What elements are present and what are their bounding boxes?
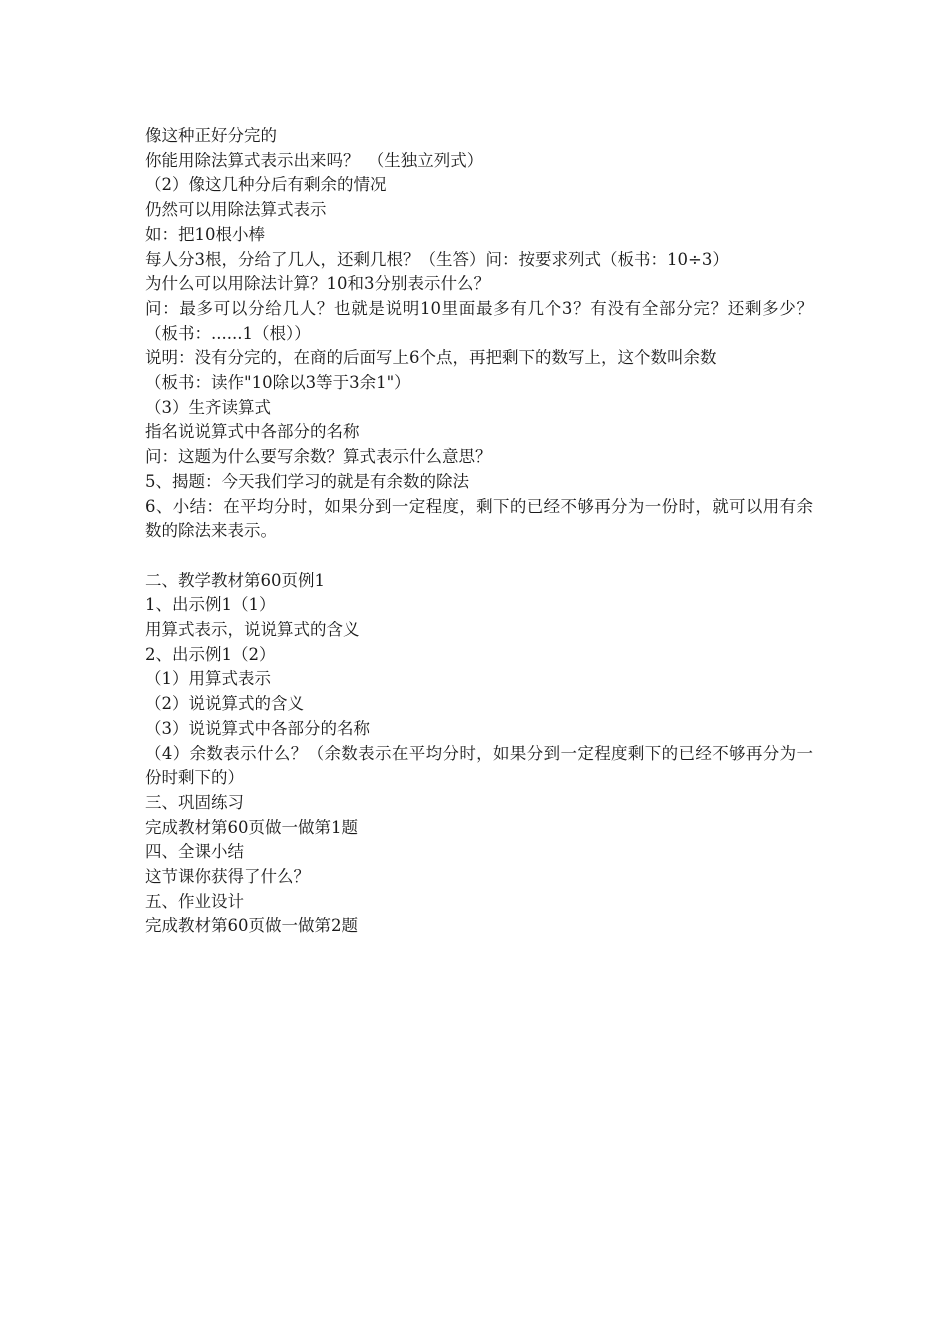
text-line: 6、小结：在平均分时，如果分到一定程度，剩下的已经不够再分为一份时，就可以用有余数的除法来表示。	[145, 496, 813, 541]
section-heading: 五、作业设计	[145, 891, 244, 911]
text-line: 仍然可以用除法算式表示	[145, 200, 327, 220]
text-line: （2）说说算式的含义	[145, 694, 304, 714]
text-line: 5、揭题：今天我们学习的就是有余数的除法	[145, 471, 469, 491]
text-line: 像这种正好分完的	[145, 126, 277, 145]
text-line: 完成教材第60页做一做第1题	[145, 817, 358, 837]
section-heading: 四、全课小结	[145, 842, 244, 862]
text-line: 如：把10根小棒	[145, 224, 265, 244]
text-line: （3）生齐读算式	[145, 397, 271, 417]
text-line: 问：最多可以分给几人？也就是说明10里面最多有几个3？有没有全部分完？还剩多少？（板书：......1（根））	[145, 298, 813, 343]
text-line: 说明：没有分完的，在商的后面写上6个点，再把剩下的数写上，这个数叫余数	[145, 348, 717, 368]
text-line: 为什么可以用除法计算？10和3分别表示什么？	[145, 274, 490, 294]
text-line: 2、出示例1（2）	[145, 644, 276, 664]
blank-line	[145, 544, 813, 569]
text-line: （3）说说算式中各部分的名称	[145, 718, 370, 738]
text-line: （1）用算式表示	[145, 669, 271, 689]
text-line: （2）像这几种分后有剩余的情况	[145, 175, 387, 195]
text-line: 每人分3根，分给了几人，还剩几根？（生答）问：按要求列式（板书：10÷3）	[145, 249, 729, 269]
text-line: （板书：读作"10除以3等于3余1"）	[145, 373, 411, 393]
text-line: 问：这题为什么要写余数？算式表示什么意思？	[145, 447, 492, 467]
text-line: 你能用除法算式表示出来吗？ （生独立列式）	[145, 150, 484, 170]
section-heading: 三、巩固练习	[145, 792, 244, 812]
document-body	[145, 124, 813, 939]
text-line: （4）余数表示什么？（余数表示在平均分时，如果分到一定程度剩下的已经不够再分为一份时剩下的）	[145, 743, 813, 788]
text-line: 完成教材第60页做一做第2题	[145, 916, 358, 936]
section-heading: 二、教学教材第60页例1	[145, 570, 325, 590]
text-line: 用算式表示，说说算式的含义	[145, 620, 360, 640]
text-line: 这节课你获得了什么？	[145, 867, 310, 887]
text-line: 1、出示例1（1）	[145, 595, 276, 615]
text-line: 指名说说算式中各部分的名称	[145, 422, 360, 442]
